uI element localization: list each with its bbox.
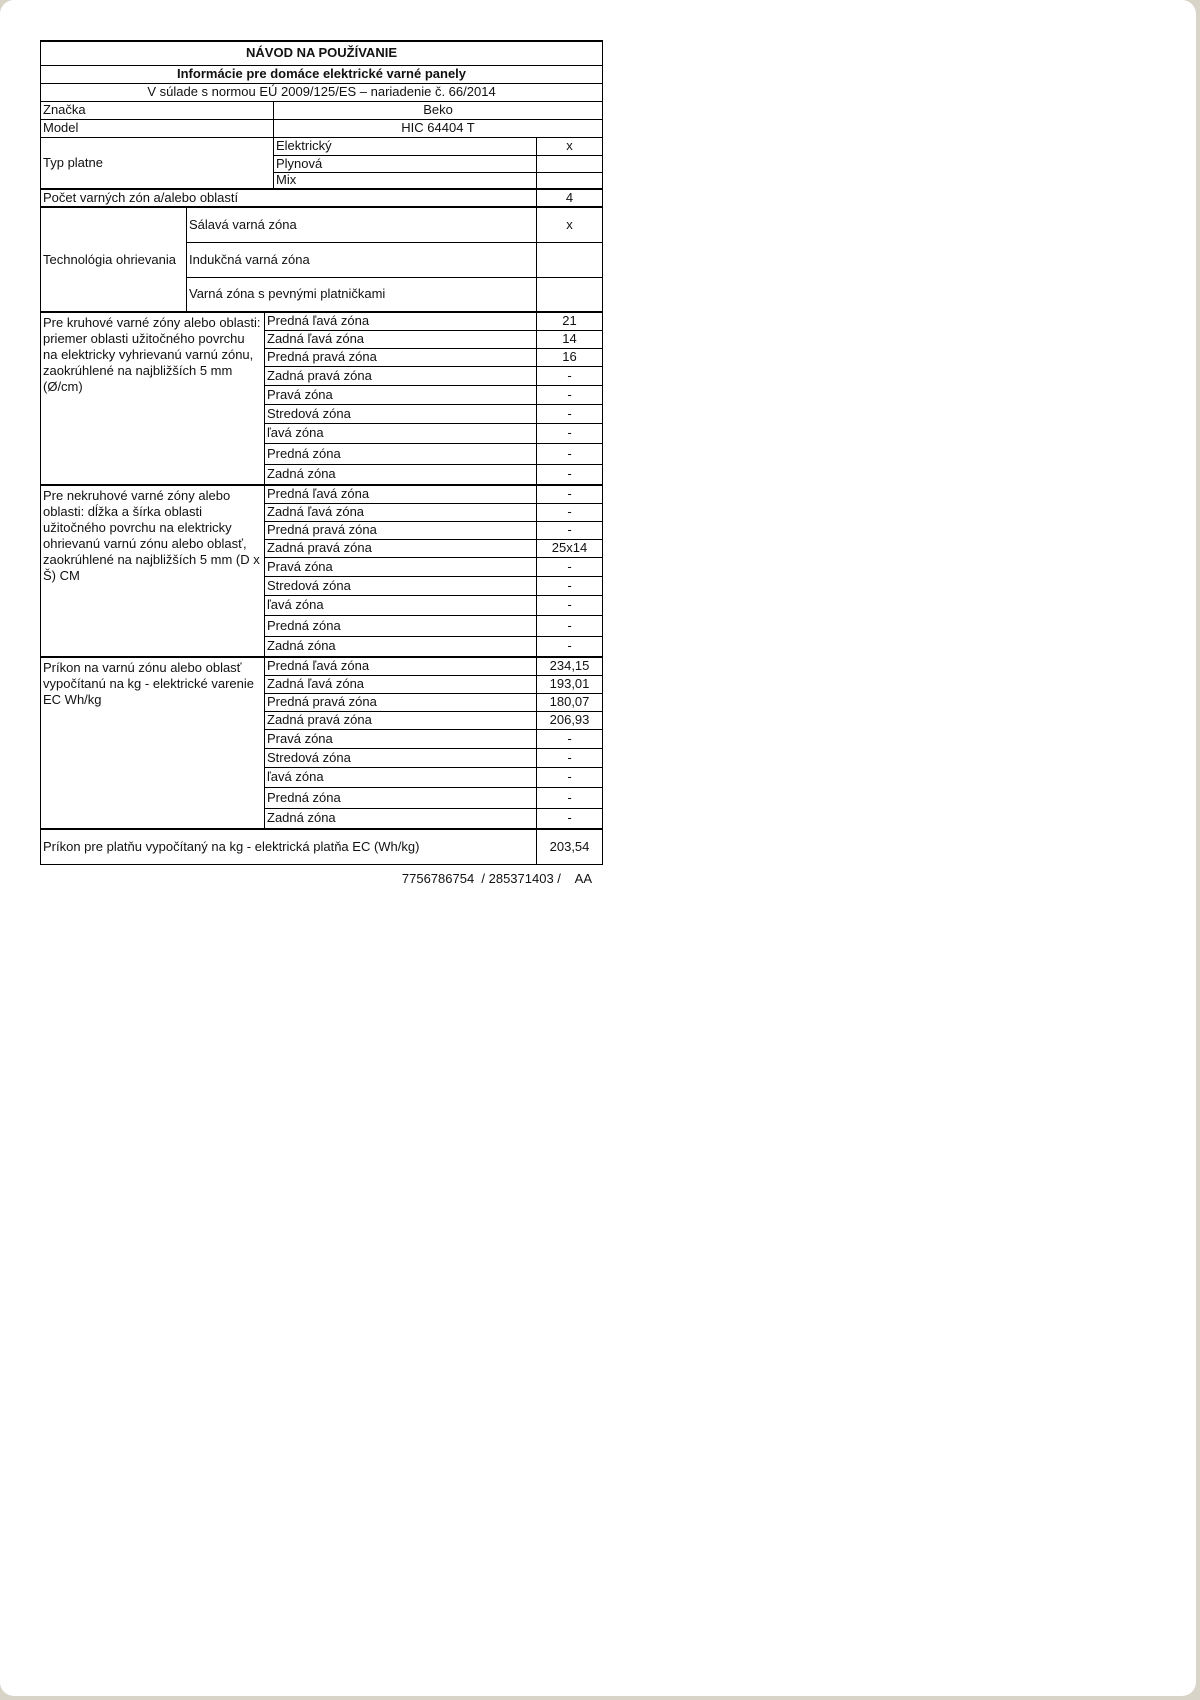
energy-consumption-section xyxy=(41,657,603,829)
zone-value: - xyxy=(537,423,603,443)
zone-name: Predná pravá zóna xyxy=(265,521,537,539)
zone-name: Zadná ľavá zóna xyxy=(265,503,537,521)
page-title: NÁVOD NA POUŽÍVANIE xyxy=(41,41,603,65)
zone-name: ľavá zóna xyxy=(265,423,537,443)
zone-name: Zadná pravá zóna xyxy=(265,711,537,729)
heating-tech-label: Technológia ohrievania xyxy=(41,207,187,312)
model-label: Model xyxy=(41,119,274,137)
heating-tech-option: Indukčná varná zóna xyxy=(187,242,537,277)
zone-value: - xyxy=(537,385,603,404)
zone-value: - xyxy=(537,729,603,748)
document-code: 7756786754 / 285371403 / AA xyxy=(401,870,592,886)
zone-value: - xyxy=(537,576,603,595)
zone-value: 21 xyxy=(537,312,603,330)
zone-value: - xyxy=(537,503,603,521)
zone-value: - xyxy=(537,615,603,636)
zone-name: Pravá zóna xyxy=(265,385,537,404)
zone-value: - xyxy=(537,787,603,808)
model-value: HIC 64404 T xyxy=(274,119,603,137)
circular-zones-section xyxy=(41,312,603,485)
heating-tech-value xyxy=(537,277,603,312)
noncircular-zones-label: Pre nekruhové varné zóny alebo oblasti: dĺžka a šírka oblasti užitočného povrchu na elektricky ohrievanú varnú zónu alebo oblasť, zaokrúhlené na najbližších 5 mm (D x Š) CM xyxy=(41,485,265,657)
zone-name: Zadná ľavá zóna xyxy=(265,675,537,693)
zone-name: Predná ľavá zóna xyxy=(265,657,537,675)
heating-tech-option: Sálavá varná zóna xyxy=(187,207,537,242)
zone-name: ľavá zóna xyxy=(265,595,537,615)
hob-type-option: Plynová xyxy=(274,155,537,172)
zone-value: 180,07 xyxy=(537,693,603,711)
zone-name: Predná zóna xyxy=(265,615,537,636)
zone-value: 16 xyxy=(537,348,603,366)
hob-type-label: Typ platne xyxy=(41,137,274,189)
circular-zones-label: Pre kruhové varné zóny alebo oblasti: priemer oblasti užitočného povrchu na elektricky vyhrievanú varnú zónu, zaokrúhlené na najbližších 5 mm (Ø/cm) xyxy=(41,312,265,485)
zone-value: - xyxy=(537,748,603,767)
zone-value: - xyxy=(537,808,603,829)
zone-name: Stredová zóna xyxy=(265,748,537,767)
spec-table xyxy=(40,40,603,865)
zone-name: Zadná ľavá zóna xyxy=(265,330,537,348)
zone-name: ľavá zóna xyxy=(265,767,537,787)
zone-name: Predná ľavá zóna xyxy=(265,312,537,330)
zone-name: Pravá zóna xyxy=(265,729,537,748)
zone-name: Pravá zóna xyxy=(265,557,537,576)
subtitle: Informácie pre domáce elektrické varné panely xyxy=(41,65,603,83)
spec-sheet xyxy=(40,40,602,886)
zone-name: Zadná zóna xyxy=(265,464,537,485)
zone-value: - xyxy=(537,595,603,615)
zone-name: Stredová zóna xyxy=(265,404,537,423)
zone-name: Zadná pravá zóna xyxy=(265,366,537,385)
hob-energy-value: 203,54 xyxy=(537,829,603,864)
hob-type-value xyxy=(537,172,603,189)
zone-name: Predná pravá zóna xyxy=(265,693,537,711)
zone-value: 193,01 xyxy=(537,675,603,693)
zone-value: - xyxy=(537,404,603,423)
zone-value: - xyxy=(537,366,603,385)
regulation-note: V súlade s normou EÚ 2009/125/ES – nariadenie č. 66/2014 xyxy=(41,83,603,101)
zone-value: - xyxy=(537,485,603,503)
noncircular-zones-section xyxy=(41,485,603,657)
zone-value: - xyxy=(537,443,603,464)
zone-count-value: 4 xyxy=(537,189,603,207)
hob-energy-label: Príkon pre platňu vypočítaný na kg - elektrická platňa EC (Wh/kg) xyxy=(41,829,537,864)
zone-count-label: Počet varných zón a/alebo oblastí xyxy=(41,189,537,207)
hob-type-value xyxy=(537,155,603,172)
zone-name: Zadná zóna xyxy=(265,808,537,829)
zone-name: Predná pravá zóna xyxy=(265,348,537,366)
zone-value: - xyxy=(537,767,603,787)
brand-label: Značka xyxy=(41,101,274,119)
zone-name: Predná ľavá zóna xyxy=(265,485,537,503)
zone-name: Predná zóna xyxy=(265,443,537,464)
energy-consumption-label: Príkon na varnú zónu alebo oblasť vypočítanú na kg - elektrické varenie EC Wh/kg xyxy=(41,657,265,829)
zone-value: 206,93 xyxy=(537,711,603,729)
heating-tech-value: x xyxy=(537,207,603,242)
zone-value: - xyxy=(537,557,603,576)
hob-type-option: Mix xyxy=(274,172,537,189)
zone-name: Stredová zóna xyxy=(265,576,537,595)
zone-value: 234,15 xyxy=(537,657,603,675)
zone-value: - xyxy=(537,521,603,539)
hob-type-option: Elektrický xyxy=(274,137,537,155)
zone-value: 25x14 xyxy=(537,539,603,557)
zone-value: - xyxy=(537,636,603,657)
heating-tech-option: Varná zóna s pevnými platničkami xyxy=(187,277,537,312)
heating-tech-value xyxy=(537,242,603,277)
hob-type-value: x xyxy=(537,137,603,155)
zone-name: Zadná zóna xyxy=(265,636,537,657)
brand-value: Beko xyxy=(274,101,603,119)
zone-name: Predná zóna xyxy=(265,787,537,808)
zone-name: Zadná pravá zóna xyxy=(265,539,537,557)
zone-value: 14 xyxy=(537,330,603,348)
zone-value: - xyxy=(537,464,603,485)
